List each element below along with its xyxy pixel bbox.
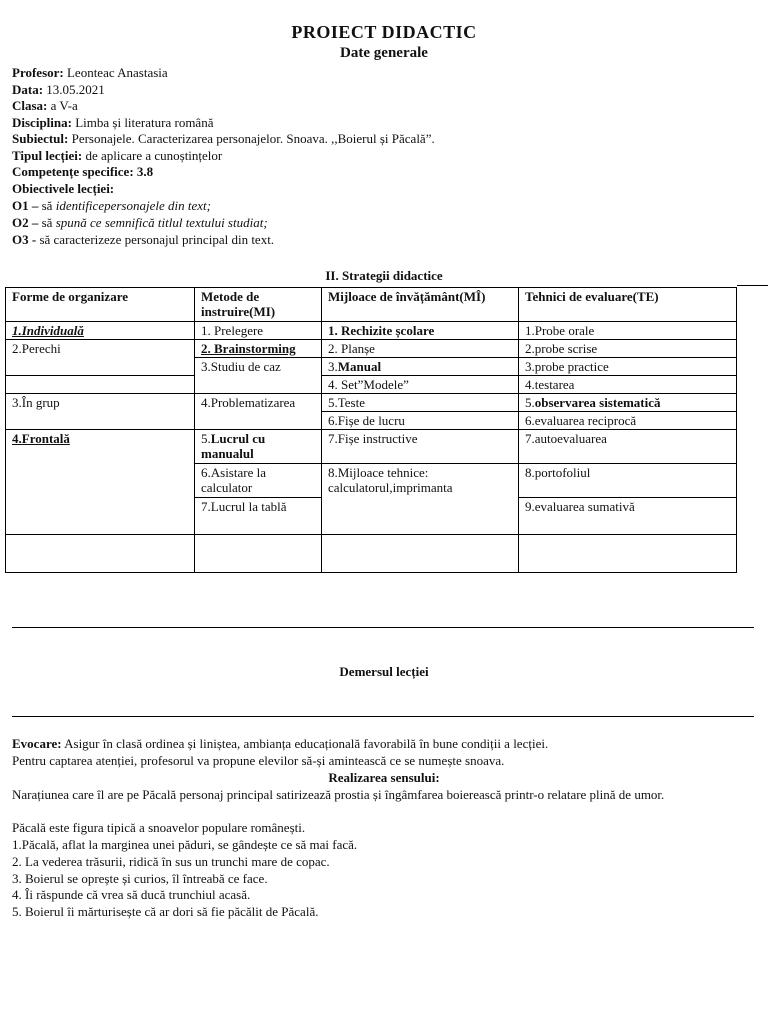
realizarea-title: Realizarea sensului:: [328, 770, 440, 785]
table-row: [6, 535, 737, 573]
metoda-3: 3.Studiu de caz: [201, 359, 281, 374]
o3-label: O3 -: [12, 232, 37, 247]
o1-text: identificepersonajele din text;: [55, 198, 211, 213]
mijloc-3-text: Manual: [337, 359, 382, 374]
list-item: 1.Păcală, aflat la marginea unei păduri, se gândește ce să mai facă.: [12, 837, 358, 852]
list-item: 2. La vederea trăsurii, ridică în sus un trunchi mare de copac.: [12, 854, 330, 869]
clasa-value: a V-a: [50, 98, 78, 113]
o2-text: spună ce semnifică titlul textului studiat;: [55, 215, 268, 230]
profesor-label: Profesor:: [12, 65, 64, 80]
competente-value: 3.8: [136, 164, 154, 179]
metoda-4: 4.Problematizarea: [201, 395, 296, 410]
table-header-row: [6, 288, 737, 322]
tehnica-5-text: observarea sistematică: [534, 395, 661, 410]
table-row: [6, 340, 737, 358]
o2-label: O2 –: [12, 215, 39, 230]
disciplina-label: Disciplina:: [12, 115, 72, 130]
document-title: PROIECT DIDACTIC: [291, 22, 477, 42]
tehnica-1: 1.Probe orale: [525, 323, 595, 338]
header-mijloace: Mijloace de învățământ(MÎ): [322, 288, 519, 322]
strategii-table: [5, 287, 737, 573]
clasa-label: Clasa:: [12, 98, 48, 113]
forma-2: 2.Perechi: [12, 341, 61, 356]
data-value: 13.05.2021: [46, 82, 105, 97]
tehnica-6: 6.evaluarea reciprocă: [525, 413, 637, 428]
mijloc-1: 1. Rechizite școlare: [328, 323, 435, 338]
tehnica-8: 8.portofoliul: [525, 465, 591, 480]
metoda-5-text: Lucrul cu manualul: [201, 431, 266, 461]
divider-top: [12, 627, 754, 628]
header-tehnici: Tehnici de evaluare(TE): [519, 288, 737, 322]
subiectul-label: Subiectul:: [12, 131, 69, 146]
o2-line: [12, 215, 268, 231]
tipul-label: Tipul lecției:: [12, 148, 83, 163]
metoda-6: 6.Asistare la calculator: [201, 465, 266, 495]
divider-bottom: [12, 716, 754, 717]
mijloc-2: 2. Planșe: [328, 341, 375, 356]
o2-pre: să: [41, 215, 53, 230]
evocare-line-2: Pentru captarea atenției, profesorul va propune elevilor să-și amintească ce se numește snoava.: [12, 753, 505, 768]
tehnica-5-num: 5.: [525, 395, 535, 410]
table-row: [6, 376, 737, 394]
paragraph-2: Păcală este figura tipică a snoavelor populare românești.: [12, 820, 306, 835]
table-row: [6, 430, 737, 464]
list-item: 3. Boierul se oprește și curios, îl întreabă ce face.: [12, 871, 268, 886]
metoda-7: 7.Lucrul la tablă: [201, 499, 287, 514]
mijloc-5: 5.Teste: [328, 395, 365, 410]
table-row: [6, 394, 737, 412]
o1-pre: să: [41, 198, 53, 213]
mijloc-4: 4. Set”Modele”: [328, 377, 409, 392]
forma-1: 1.Individuală: [12, 323, 84, 338]
header-forme: Forme de organizare: [6, 288, 195, 322]
list-item: 4. Îi răspunde că vrea să ducă trunchiul acasă.: [12, 887, 251, 902]
profesor-line: [12, 65, 168, 81]
table-row: [6, 322, 737, 340]
mijloc-8: 8.Mijloace tehnice: calculatorul,imprimanta: [328, 465, 453, 495]
o3-line: [12, 232, 274, 248]
tipul-value: de aplicare a cunoștințelor: [85, 148, 223, 163]
tehnica-4: 4.testarea: [525, 377, 575, 392]
strategii-title: II. Strategii didactice: [325, 268, 443, 283]
metoda-1: 1. Prelegere: [201, 323, 264, 338]
tehnica-7: 7.autoevaluarea: [525, 431, 607, 446]
document-subtitle: Date generale: [340, 45, 428, 61]
list-item: 5. Boierul îi mărturisește că ar dori să fie păcălit de Păcală.: [12, 904, 319, 919]
evocare-line: [12, 736, 752, 752]
subiectul-line: [12, 131, 435, 147]
data-label: Data:: [12, 82, 44, 97]
evocare-label: Evocare:: [12, 736, 62, 751]
tipul-line: [12, 148, 222, 164]
obiective-line: [12, 181, 114, 197]
o1-line: [12, 198, 211, 214]
tehnica-3: 3.probe practice: [525, 359, 609, 374]
profesor-value: Leonteac Anastasia: [66, 65, 168, 80]
paragraph-1: Narațiunea care îl are pe Păcală personaj principal satirizează prostia și îngâmfarea boierească printr-o relatare plină de umor.: [12, 787, 665, 802]
o1-label: O1 –: [12, 198, 39, 213]
tehnica-2: 2.probe scrise: [525, 341, 598, 356]
header-metode: Metode de instruire(MI): [195, 288, 322, 322]
mijloc-7: 7.Fișe instructive: [328, 431, 418, 446]
disciplina-line: [12, 115, 213, 131]
metoda-2: 2. Brainstorming: [201, 341, 296, 356]
mijloc-6: 6.Fișe de lucru: [328, 413, 405, 428]
evocare-text: Asigur în clasă ordinea și liniștea, ambianța educațională favorabilă în bune condiții a lecției.: [64, 736, 549, 751]
o3-text: să caracterizeze personajul principal din text.: [39, 232, 275, 247]
metoda-5-num: 5.: [201, 431, 211, 446]
forma-4: 4.Frontală: [12, 431, 70, 446]
disciplina-value: Limba și literatura română: [75, 115, 214, 130]
obiective-label: Obiectivele lecției:: [12, 181, 115, 196]
subiectul-value: Personajele. Caracterizarea personajelor. Snoava. ,,Boierul și Păcală”.: [71, 131, 435, 146]
forma-3: 3.În grup: [12, 395, 60, 410]
demers-title: Demersul lecției: [339, 664, 429, 679]
strategii-right-rule: [737, 285, 768, 286]
mijloc-3-num: 3.: [328, 359, 338, 374]
competente-label: Competențe specifice:: [12, 164, 134, 179]
tehnica-9: 9.evaluarea sumativă: [525, 499, 635, 514]
clasa-line: [12, 98, 78, 114]
competente-line: [12, 164, 153, 180]
data-line: [12, 82, 105, 98]
